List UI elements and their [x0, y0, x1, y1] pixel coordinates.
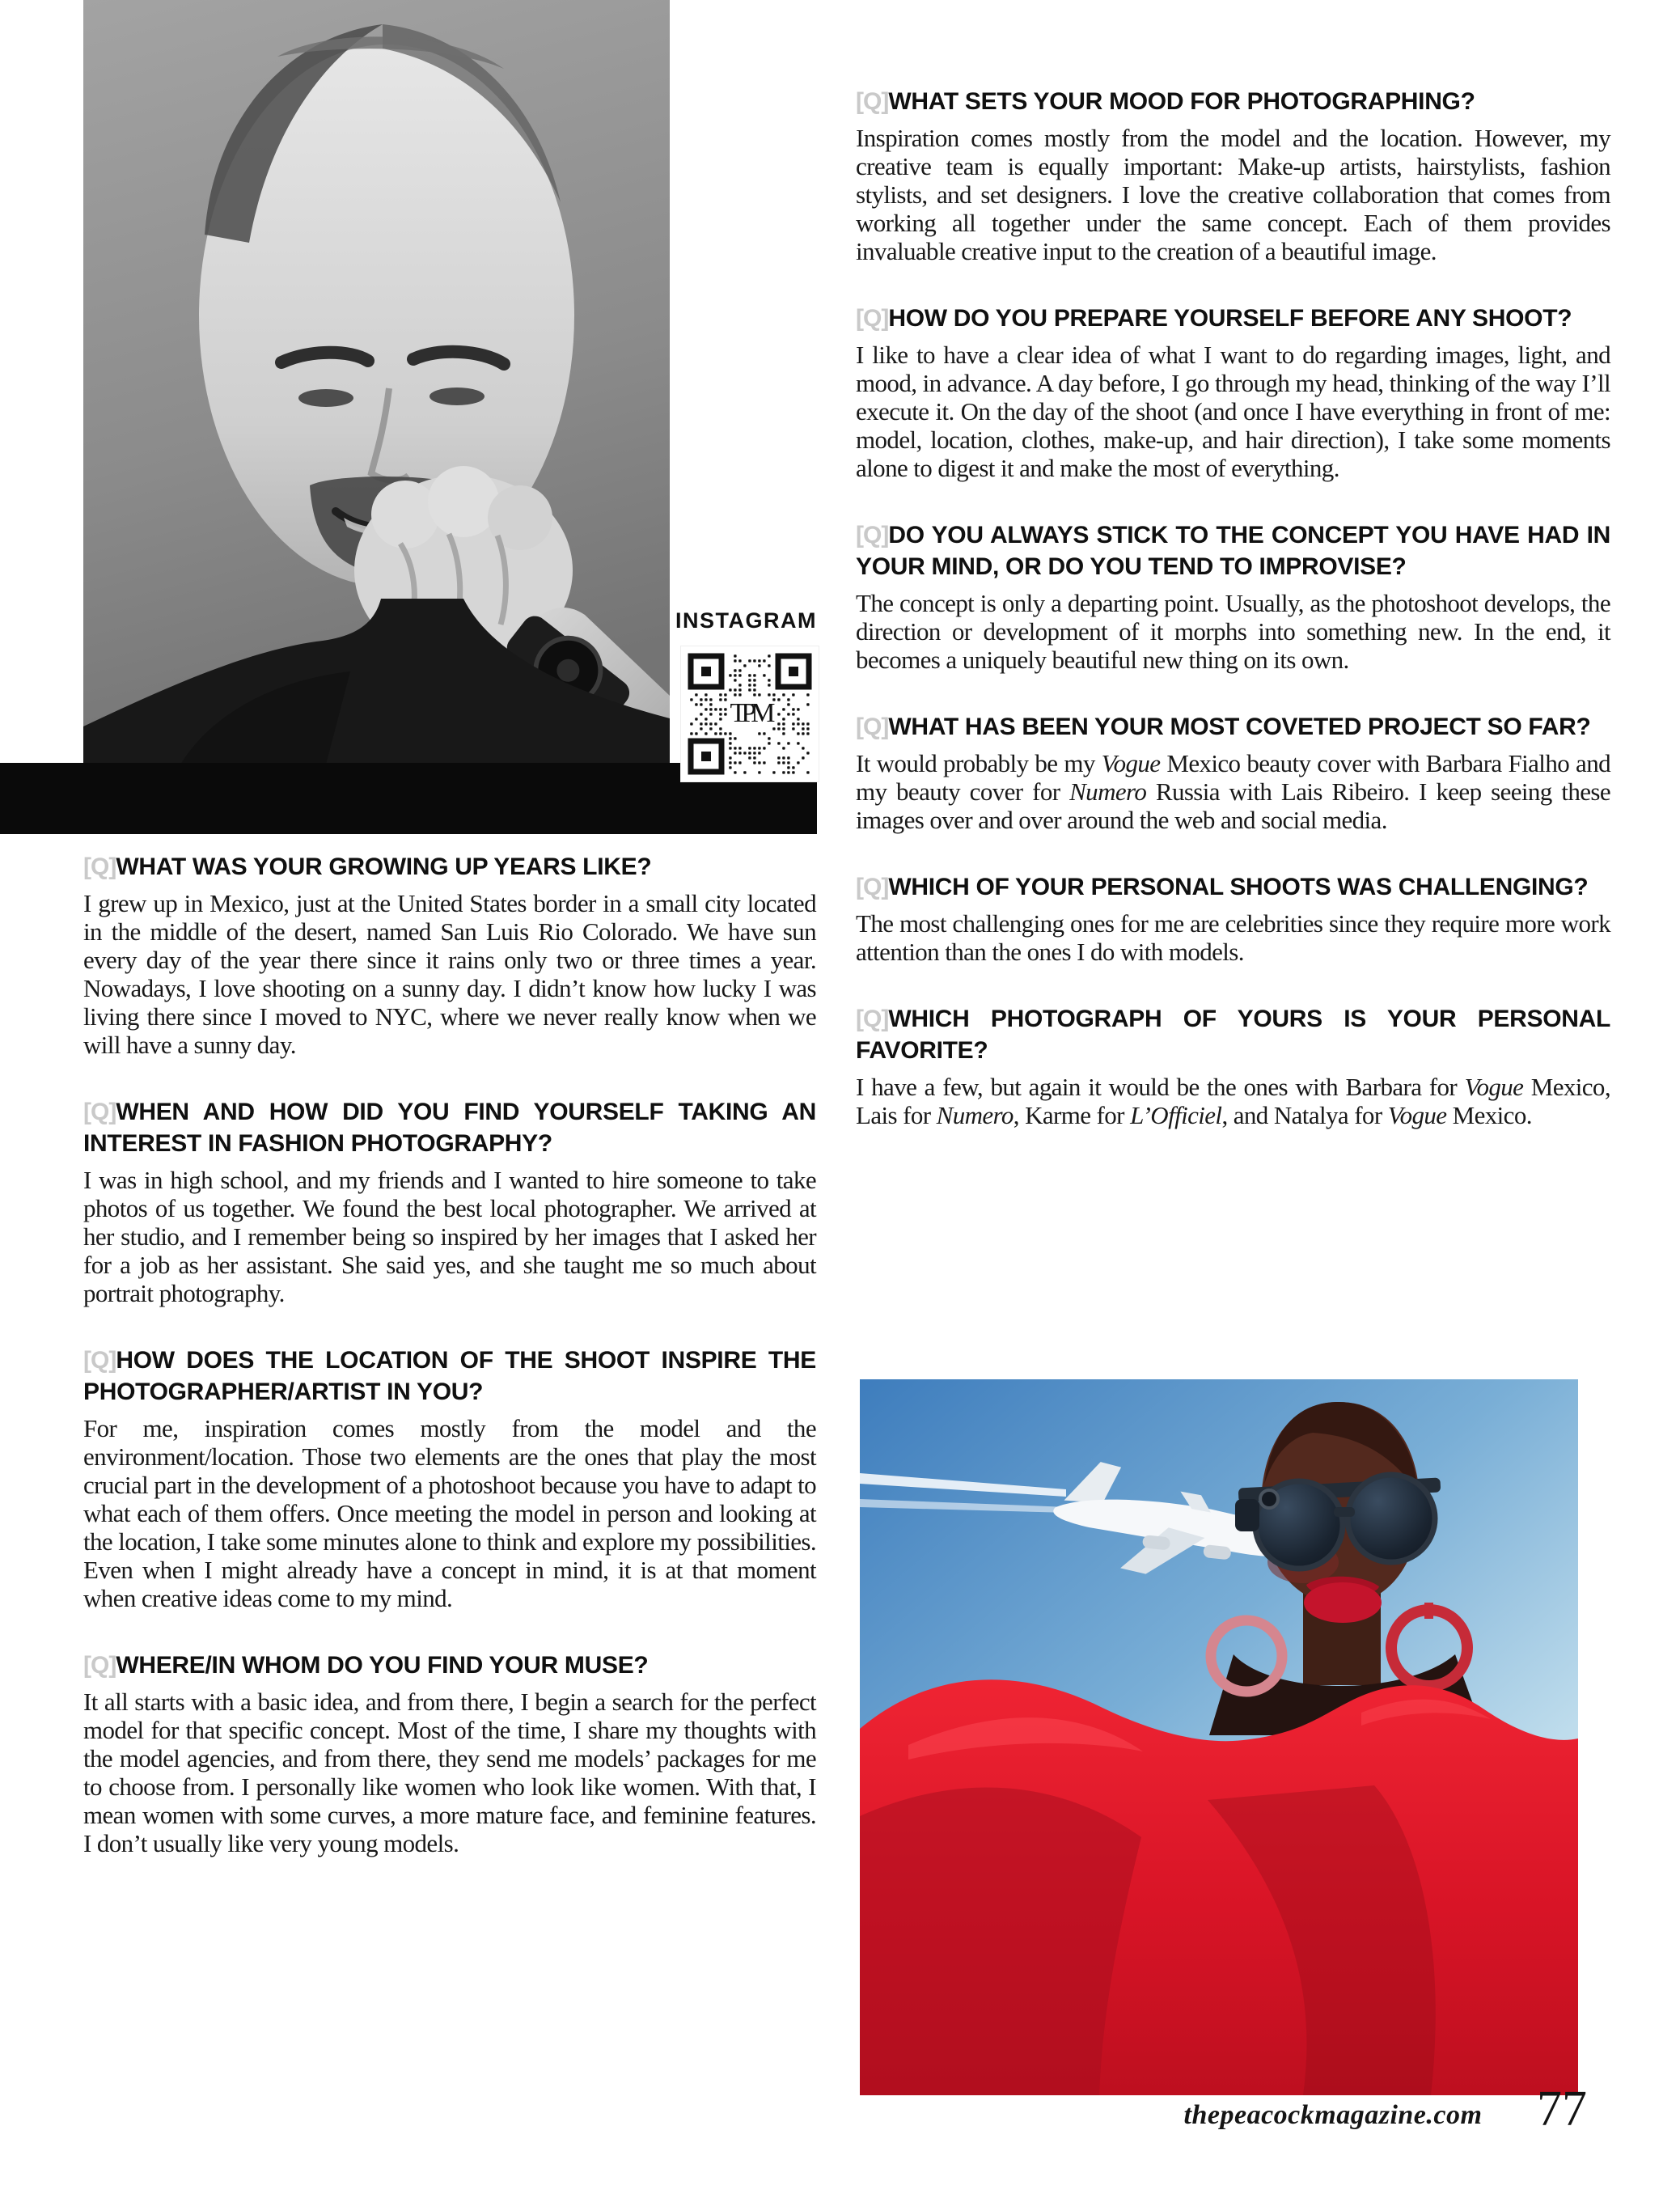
fashion-photo — [860, 1379, 1578, 2095]
qa-block — [856, 711, 1610, 834]
question-heading — [83, 851, 816, 883]
question-text: HOW DO YOU PREPARE YOURSELF BEFORE ANY SHOOT? — [888, 305, 1572, 332]
qa-block — [83, 851, 816, 1059]
right-text-column — [856, 86, 1610, 1167]
question-text: WHAT SETS YOUR MOOD FOR PHOTOGRAPHING? — [888, 88, 1475, 115]
left-text-column — [83, 851, 816, 1895]
q-tag: [Q] — [856, 1006, 889, 1032]
q-tag: [Q] — [856, 88, 889, 115]
answer-paragraph: The most challenging ones for me are celebrities since they require more work attention than the ones I do with models. — [856, 909, 1610, 966]
question-heading — [856, 303, 1610, 334]
answer-paragraph: I grew up in Mexico, just at the United States border in a small city located in the middle of the desert, named San Luis Rio Colorado. We have sun every day of the year there since it rains only two or three times a year. Nowadays, I love shooting on a sunny day. I didn’t know how lucky I was living there since I moved to NYC, where we never really know when we will have a sunny day. — [83, 889, 816, 1059]
q-tag: [Q] — [83, 853, 116, 880]
question-text: WHICH PHOTOGRAPH OF YOURS IS YOUR PERSONAL FAVORITE? — [856, 1006, 1610, 1064]
question-heading — [83, 1096, 816, 1159]
qa-block — [83, 1096, 816, 1307]
question-heading — [83, 1345, 816, 1408]
answer-paragraph: It would probably be my Vogue Mexico beauty cover with Barbara Fialho and my beauty cover for Numero Russia with Lais Ribeiro. I keep seeing these images over and over around the web and social media. — [856, 749, 1611, 834]
q-tag: [Q] — [856, 714, 889, 740]
question-heading — [856, 519, 1610, 582]
model-lower-lip — [1304, 1582, 1382, 1623]
question-heading — [856, 871, 1610, 903]
answer-paragraph: I like to have a clear idea of what I want to do regarding images, light, and mood, in advance. A day before, I go through my head, thinking of the way I’ll execute it. On the day of the shoot (and once I have everything in front of me: model, location, clothes, make-up, and hair direction), I take some moments alone to digest it and make the most of everything. — [856, 341, 1610, 482]
question-text: HOW DOES THE LOCATION OF THE SHOOT INSPIRE THE PHOTOGRAPHER/ARTIST IN YOU? — [83, 1347, 816, 1405]
answer-paragraph: Inspiration comes mostly from the model and the location. However, my creative team is equally important: Make-up artists, hairstylists, fashion stylists, and set designers. I love the creative collaboration that comes from working all together under the same concept. Each of them provides invaluable creative input to the creation of a beautiful image. — [856, 124, 1610, 265]
q-tag: [Q] — [83, 1347, 116, 1374]
qa-block — [83, 1650, 816, 1857]
instagram-qr-code — [681, 646, 819, 781]
question-heading — [83, 1650, 816, 1681]
q-tag: [Q] — [856, 874, 889, 900]
page-number: 77 — [1537, 2082, 1587, 2137]
qa-block — [856, 303, 1610, 482]
q-tag: [Q] — [83, 1099, 116, 1125]
footer-website-url: thepeacockmagazine.com — [1183, 2100, 1483, 2130]
spectacles-camera — [1260, 1490, 1278, 1508]
qa-block — [856, 86, 1610, 265]
portrait-photo — [83, 0, 670, 764]
question-text: DO YOU ALWAYS STICK TO THE CONCEPT YOU HAVE HAD IN YOUR MIND, OR DO YOU TEND TO IMPROVISE? — [856, 522, 1610, 580]
answer-paragraph: It all starts with a basic idea, and from there, I begin a search for the perfect model for that specific concept. Most of the time, I share my thoughts with the model agencies, and from there, they send me models’ packages for me to choose from. I personally like women who look like women. With that, I mean women with some curves, a more mature face, and feminine features. I don’t usually like very young models. — [83, 1688, 816, 1857]
question-text: WHICH OF YOUR PERSONAL SHOOTS WAS CHALLENGING? — [888, 874, 1589, 900]
answer-paragraph: I have a few, but again it would be the ones with Barbara for Vogue Mexico, Lais for Numero, Karme for L’Officiel, and Natalya for Vogue Mexico. — [856, 1073, 1610, 1129]
qa-block — [856, 1003, 1610, 1129]
qa-block — [856, 871, 1610, 966]
question-text: WHEN AND HOW DID YOU FIND YOURSELF TAKING AN INTEREST IN FASHION PHOTOGRAPHY? — [83, 1099, 816, 1157]
question-heading — [856, 711, 1610, 743]
question-text: WHAT HAS BEEN YOUR MOST COVETED PROJECT SO FAR? — [888, 714, 1591, 740]
qa-block — [83, 1345, 816, 1612]
question-heading — [856, 86, 1610, 117]
answer-paragraph: I was in high school, and my friends and I wanted to hire someone to take photos of us together. We found the best local photographer. We arrived at her studio, and I remember being so inspired by her images that I asked her for a job as her assistant. She said yes, and she taught me so much about portrait photography. — [83, 1166, 816, 1307]
qr-code-graphic — [681, 646, 819, 781]
q-tag: [Q] — [856, 522, 889, 548]
portrait-illustration — [83, 0, 670, 764]
qr-tpm-monogram: TPM — [730, 698, 770, 728]
answer-paragraph: The concept is only a departing point. Usually, as the photoshoot develops, the direction or development of it morphs into something new. In the end, it becomes a uniquely beautiful new thing on its own. — [856, 589, 1610, 674]
question-text: WHERE/IN WHOM DO YOU FIND YOUR MUSE? — [116, 1652, 649, 1679]
question-heading — [856, 1003, 1610, 1066]
q-tag: [Q] — [83, 1652, 116, 1679]
q-tag: [Q] — [856, 305, 889, 332]
instagram-label: INSTAGRAM — [675, 608, 817, 633]
qa-block — [856, 519, 1610, 674]
question-text: WHAT WAS YOUR GROWING UP YEARS LIKE? — [116, 853, 652, 880]
fashion-illustration — [860, 1379, 1578, 2095]
answer-paragraph: For me, inspiration comes mostly from the model and the environment/location. Those two elements are the ones that play the most crucial part in the development of a photoshoot because you have to adapt to what each of them offers. Once meeting the model in person and looking at the location, I take some minutes alone to think and explore my possibilities. Even when I might already have a concept in mind, it is at that moment when creative ideas come to my mind. — [83, 1414, 816, 1612]
